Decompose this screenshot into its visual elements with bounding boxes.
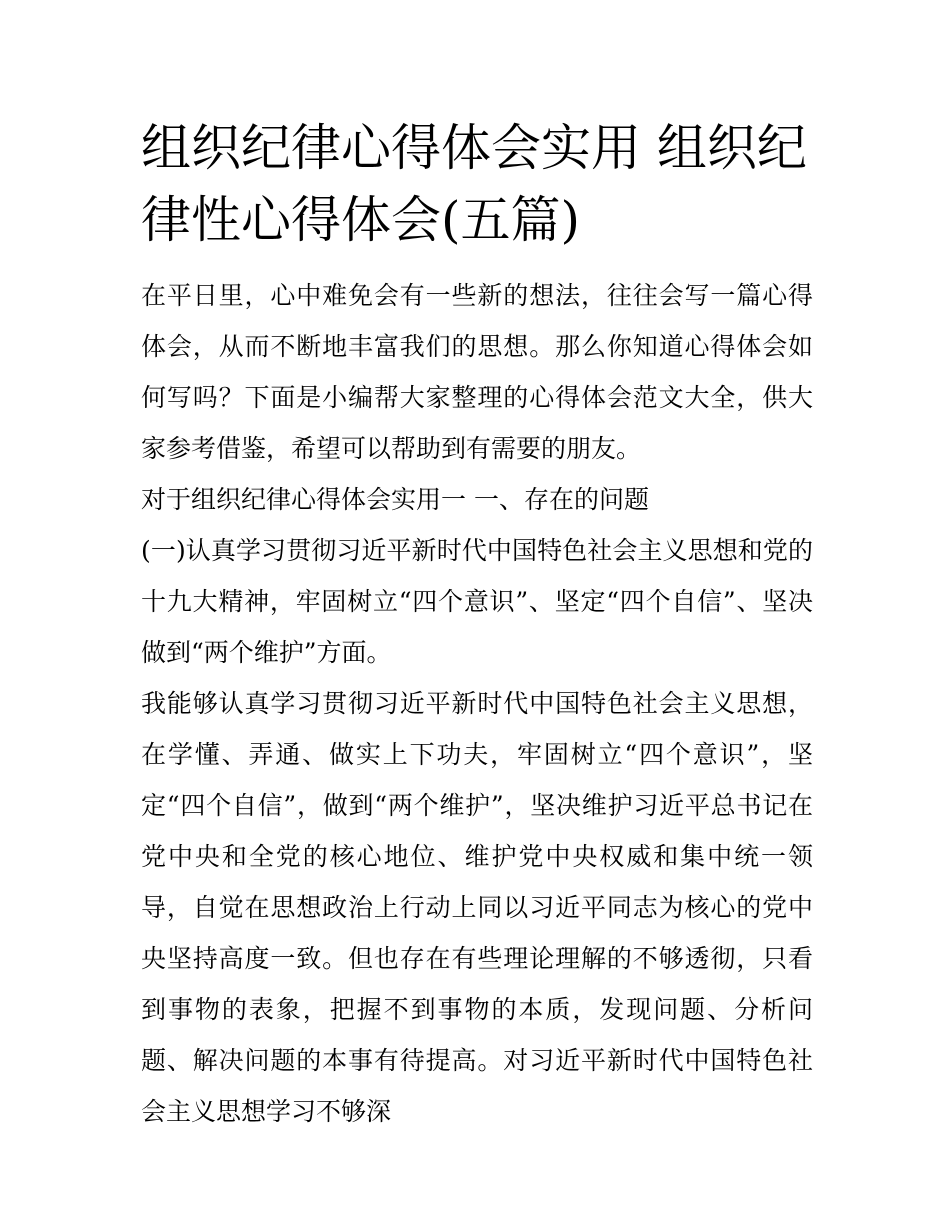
section-heading: 对于组织纪律心得体会实用一 一、存在的问题 xyxy=(141,485,649,514)
document-title: 组织纪律心得体会实用 组织纪律性心得体会(五篇) xyxy=(141,119,807,249)
intro-paragraph: 在平日里，心中难免会有一些新的想法，往往会写一篇心得体会，从而不断地丰富我们的思想。那么你知道心得体会如何写吗？下面是小编帮大家整理的心得体会范文大全，供大家参考借鉴，希望可以帮助到有需要的朋友。 xyxy=(141,281,813,463)
body-paragraph: 我能够认真学习贯彻习近平新时代中国特色社会主义思想，在学懂、弄通、做实上下功夫，牢固树立“四个意识”，坚定“四个自信”，做到“两个维护”，坚决维护习近平总书记在党中央和全党的核心地位、维护党中央权威和集中统一领导，自觉在思想政治上行动上同以习近平同志为核心的党中央坚持高度一致。但也存在有些理论理解的不够透彻，只看到事物的表象，把握不到事物的本质，发现问题、分析问题、解决问题的本事有待提高。对习近平新时代中国特色社会主义思想学习不够深 xyxy=(141,689,813,1126)
subsection-heading: (一)认真学习贯彻习近平新时代中国特色社会主义思想和党的十九大精神，牢固树立“四个意识”、坚定“四个自信”、坚决做到“两个维护”方面。 xyxy=(141,536,813,667)
document-body xyxy=(141,112,813,1137)
